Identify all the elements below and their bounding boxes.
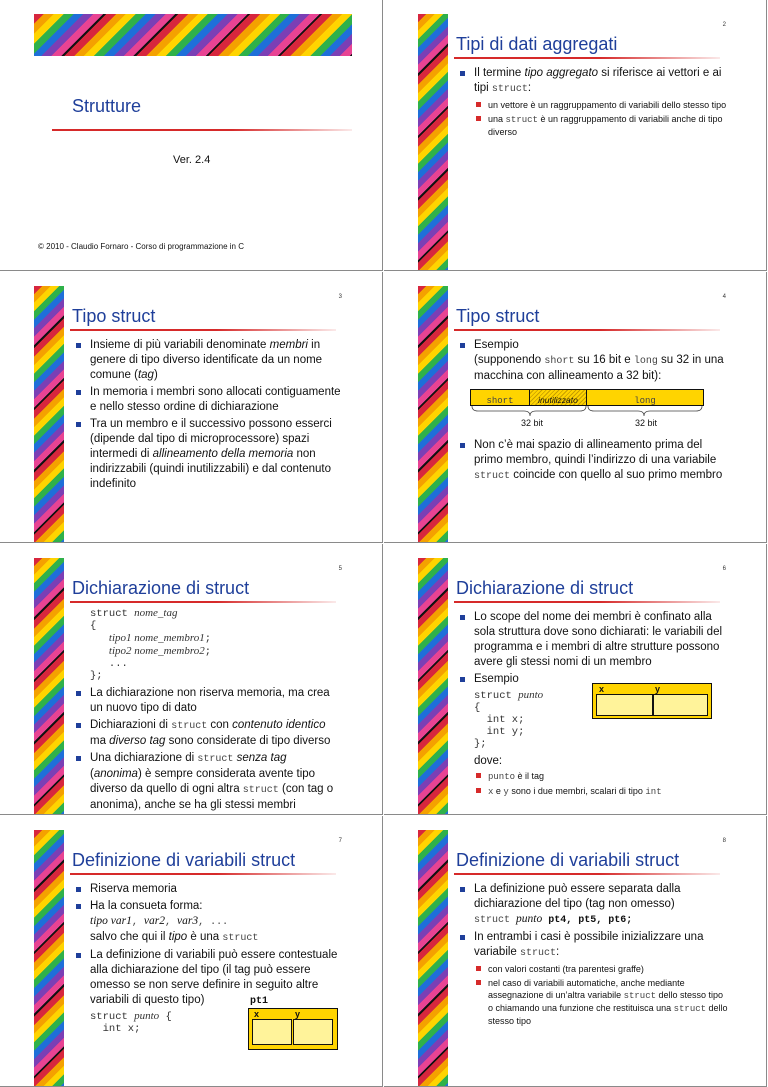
text: un vettore è un raggruppamento di variabili dello stesso tipo xyxy=(488,100,727,110)
text: Tra un membro e il successivo possono esserci (dipende dal tipo di microprocessore) spazi intermedi di xyxy=(90,418,332,460)
code-text: ... xyxy=(90,658,128,670)
bit-caption: 32 bit xyxy=(520,418,544,428)
text: Non c’è mai spazio di allineamento prima del primo membro, quindi l’indirizzo di una variabile xyxy=(474,439,717,466)
bullet xyxy=(74,882,344,897)
text-italic: tipo var1 xyxy=(90,915,132,927)
slide-2 xyxy=(384,0,767,271)
text: è un raggruppamento di variabili anche di tipo diverso xyxy=(488,114,723,137)
text: (supponendo xyxy=(474,354,545,366)
text: La dichiarazione non riserva memoria, ma crea un nuovo tipo di dato xyxy=(90,687,330,714)
text: si riferisce ai vettori e ai tipi xyxy=(474,67,722,94)
rainbow-stripe-image xyxy=(418,830,448,1087)
sub-bullet xyxy=(474,99,728,111)
code-text: pt4, pt5, pt6; xyxy=(542,915,633,926)
rainbow-stripe-image xyxy=(34,558,64,815)
code-text: struct xyxy=(90,1011,135,1023)
bullet xyxy=(458,882,728,928)
text: su 16 bit e xyxy=(574,354,634,366)
slide-8 xyxy=(384,816,767,1087)
page-number: 3 xyxy=(338,294,342,300)
text: : xyxy=(527,82,532,94)
slide-title: Tipo struct xyxy=(72,306,156,326)
code-text: }; xyxy=(90,670,103,682)
sub-bullet xyxy=(474,963,728,975)
code-italic: nome_tag xyxy=(134,607,178,619)
code-italic: punto xyxy=(518,689,544,701)
code-keyword: x xyxy=(488,787,494,797)
title-rule xyxy=(70,601,336,603)
member-y-label: y xyxy=(655,684,661,694)
text: ) è sempre considerata avente tipo diverso da quello di ogni altra xyxy=(90,768,316,795)
text-italic: diverso tag xyxy=(109,735,166,747)
slide-title: Dichiarazione di struct xyxy=(456,578,634,598)
rainbow-stripe-image xyxy=(418,14,448,271)
bullet xyxy=(74,948,344,1008)
slide-body-2 xyxy=(458,438,728,486)
rainbow-stripe-image xyxy=(34,286,64,543)
text: ( xyxy=(90,768,94,780)
member-y-cell xyxy=(653,694,708,716)
code-italic: punto xyxy=(134,1010,160,1022)
text: e xyxy=(493,786,504,796)
bullet xyxy=(458,610,728,670)
dove-label: dove: xyxy=(474,755,503,767)
rainbow-stripe-image xyxy=(34,830,64,1087)
slide-3 xyxy=(0,272,383,543)
code-text: struct xyxy=(474,915,517,926)
sub-bullet xyxy=(474,113,728,138)
text: ) xyxy=(153,369,158,381)
text-italic: var2 xyxy=(143,915,165,927)
bullet xyxy=(74,338,344,383)
sub-bullet xyxy=(474,785,728,798)
slide-body xyxy=(74,607,344,815)
title-rule xyxy=(454,873,720,875)
bullet xyxy=(458,66,728,97)
code-italic: nome_membro1 xyxy=(131,632,205,644)
slide-body xyxy=(74,338,344,494)
text: coincide con quello al suo primo membro xyxy=(510,469,723,481)
slide-body xyxy=(458,66,728,140)
member-x-cell xyxy=(252,1019,292,1045)
text: Esempio xyxy=(474,673,519,685)
code-text: struct xyxy=(90,608,135,620)
slide-1 xyxy=(0,0,383,271)
text: Ha la consueta forma: xyxy=(90,900,203,912)
code-keyword: y xyxy=(503,787,509,797)
code-keyword: short xyxy=(544,356,575,367)
page-number: 7 xyxy=(338,838,342,844)
code-keyword: struct xyxy=(520,948,557,959)
member-x-label: x xyxy=(254,1009,260,1019)
text: Esempio xyxy=(474,339,519,351)
code-keyword: struct xyxy=(197,754,234,765)
rainbow-banner-image xyxy=(34,14,352,56)
footer-text: © 2010 - Claudio Fornaro - Corso di programmazione in C xyxy=(38,242,244,251)
text: Riserva memoria xyxy=(90,883,177,895)
code-text: int x; xyxy=(474,714,525,726)
text-italic: tipo xyxy=(168,931,188,943)
padding-label: inutilizzato xyxy=(538,395,578,405)
member-x-label: x xyxy=(599,684,605,694)
text: è una xyxy=(187,931,223,943)
title-rule xyxy=(52,129,352,131)
text: dello stesso tipo xyxy=(488,1003,728,1026)
text: Lo scope del nome dei membri è confinato alla sola struttura dove sono dichiarati: le variabili del programma e i membri di altre strutture possono avere gli stessi nomi di un membro xyxy=(474,611,723,668)
slide-title: Tipi di dati aggregati xyxy=(456,34,618,54)
slide-title: Strutture xyxy=(72,96,142,116)
title-rule xyxy=(70,873,336,875)
text-italic: membri xyxy=(269,339,308,351)
code-italic: punto xyxy=(516,913,543,925)
page-number: 8 xyxy=(722,838,726,844)
code-keyword: struct xyxy=(242,785,279,796)
sub-bullet xyxy=(474,977,728,1027)
text: non indirizzabili (quindi inutilizzabili) e dal contenuto indefinito xyxy=(90,448,331,490)
text-italic: senza tag xyxy=(236,752,287,764)
text: (con tag o anonima), anche se ha gli stessi membri xyxy=(90,783,334,811)
code-keyword: struct xyxy=(222,933,259,944)
slide-7 xyxy=(0,816,383,1087)
text-italic: contenuto identico xyxy=(232,719,326,731)
code-keyword: struct xyxy=(505,115,538,125)
text: una xyxy=(488,114,506,124)
slide-6 xyxy=(384,544,767,815)
bullet xyxy=(74,686,344,716)
code-italic: tipo2 xyxy=(108,645,132,657)
bullet xyxy=(458,438,728,484)
long-label: long xyxy=(634,396,656,406)
text: su 32 in una macchina con allineamento a 32 bit): xyxy=(474,354,724,382)
member-x-cell xyxy=(596,694,653,716)
text-italic: tag xyxy=(137,369,154,381)
member-y-cell xyxy=(293,1019,333,1045)
text-italic: tipo aggregato xyxy=(524,67,599,79)
code-text: , xyxy=(131,917,144,928)
pt1-diagram xyxy=(248,1008,338,1050)
code-keyword: punto xyxy=(488,772,516,782)
code-text: ; xyxy=(204,633,212,645)
slide-title: Tipo struct xyxy=(456,306,540,326)
bullet xyxy=(74,385,344,415)
code-keyword: struct xyxy=(673,1004,707,1014)
code-text: int y; xyxy=(474,726,525,738)
text: Una dichiarazione di xyxy=(90,752,198,764)
page-number: 6 xyxy=(722,566,726,572)
bullet xyxy=(458,930,728,961)
page-number: 5 xyxy=(338,566,342,572)
text: Dichiarazioni di xyxy=(90,719,172,731)
version-label: Ver. 2.4 xyxy=(173,154,211,166)
text: ma xyxy=(90,735,110,747)
variable-name-label: pt1 xyxy=(250,996,269,1007)
slide-title: Definizione di variabili struct xyxy=(456,850,680,870)
code-text: { xyxy=(474,702,481,714)
code-text: , xyxy=(164,917,177,928)
title-rule xyxy=(454,57,720,59)
text-italic: var3 xyxy=(176,915,199,927)
text: Insieme di più variabili denominate xyxy=(90,339,270,351)
title-rule xyxy=(454,601,720,603)
text: In entrambi i casi è possibile inizializzare una variabile xyxy=(474,931,704,958)
slide-body xyxy=(458,882,728,1029)
text: La definizione di variabili può essere contestuale alla dichiarazione del tipo (il tag può essere omesso se non serve definire in seguito altre variabili di questo tipo) xyxy=(90,949,338,1006)
bit-caption: 32 bit xyxy=(634,418,658,428)
short-label: short xyxy=(486,396,514,406)
code-keyword: struct xyxy=(491,84,528,95)
slide-5 xyxy=(0,544,383,815)
code-text: ; xyxy=(204,646,212,658)
bullet xyxy=(74,751,344,813)
code-text: struct xyxy=(474,690,519,702)
text: sono considerate di tipo diverso xyxy=(165,735,331,747)
code-text: , ... xyxy=(198,917,229,928)
text: Il termine xyxy=(474,67,525,79)
sub-bullet xyxy=(474,770,728,783)
struct-punto-diagram xyxy=(592,683,712,719)
rainbow-stripe-image xyxy=(418,558,448,815)
text: in genere di tipo diverso identificate da un nome comune ( xyxy=(90,339,323,381)
slide-4 xyxy=(384,272,767,543)
code-italic: nome_membro2 xyxy=(131,645,205,657)
code-block xyxy=(90,607,344,682)
code-italic: tipo1 xyxy=(108,632,132,644)
text: : xyxy=(556,946,560,958)
slide-title: Dichiarazione di struct xyxy=(72,578,250,598)
text: è il tag xyxy=(515,771,545,781)
title-rule xyxy=(70,329,336,331)
text: con xyxy=(207,719,233,731)
code-text: int x; xyxy=(90,1023,141,1035)
brace-lines xyxy=(384,272,767,543)
text: In memoria i membri sono allocati contiguamente e nello stesso ordine di dichiarazione xyxy=(90,386,341,413)
code-text: }; xyxy=(474,738,487,750)
text: con valori costanti (tra parentesi graffe) xyxy=(488,964,644,974)
bullet xyxy=(74,417,344,492)
text-italic: anonima xyxy=(93,768,138,780)
bullet xyxy=(74,899,344,946)
text-italic: allineamento della memoria xyxy=(152,448,294,460)
text: La definizione può essere separata dalla dichiarazione del tipo (tag non omesso) xyxy=(474,883,681,910)
text: sono i due membri, scalari di tipo xyxy=(508,786,646,796)
text: salvo che qui il xyxy=(90,931,169,943)
page-number: 2 xyxy=(722,22,726,28)
page-number: 4 xyxy=(722,294,726,300)
member-y-label: y xyxy=(295,1009,301,1019)
code-keyword: struct xyxy=(623,991,656,1001)
code-keyword: int xyxy=(645,787,662,797)
code-keyword: long xyxy=(633,356,658,367)
bullet xyxy=(74,718,344,749)
text: nel caso di variabili automatiche, anche mediante assegnazione di un’altra variabile xyxy=(488,978,685,1000)
text: dello stesso tipo o chiamando una funzione che restituisca una xyxy=(488,990,724,1013)
code-text: { xyxy=(90,620,97,632)
code-keyword: struct xyxy=(171,721,208,732)
code-text: { xyxy=(159,1011,172,1023)
code-keyword: struct xyxy=(474,471,511,482)
slide-title: Definizione di variabili struct xyxy=(72,850,296,870)
